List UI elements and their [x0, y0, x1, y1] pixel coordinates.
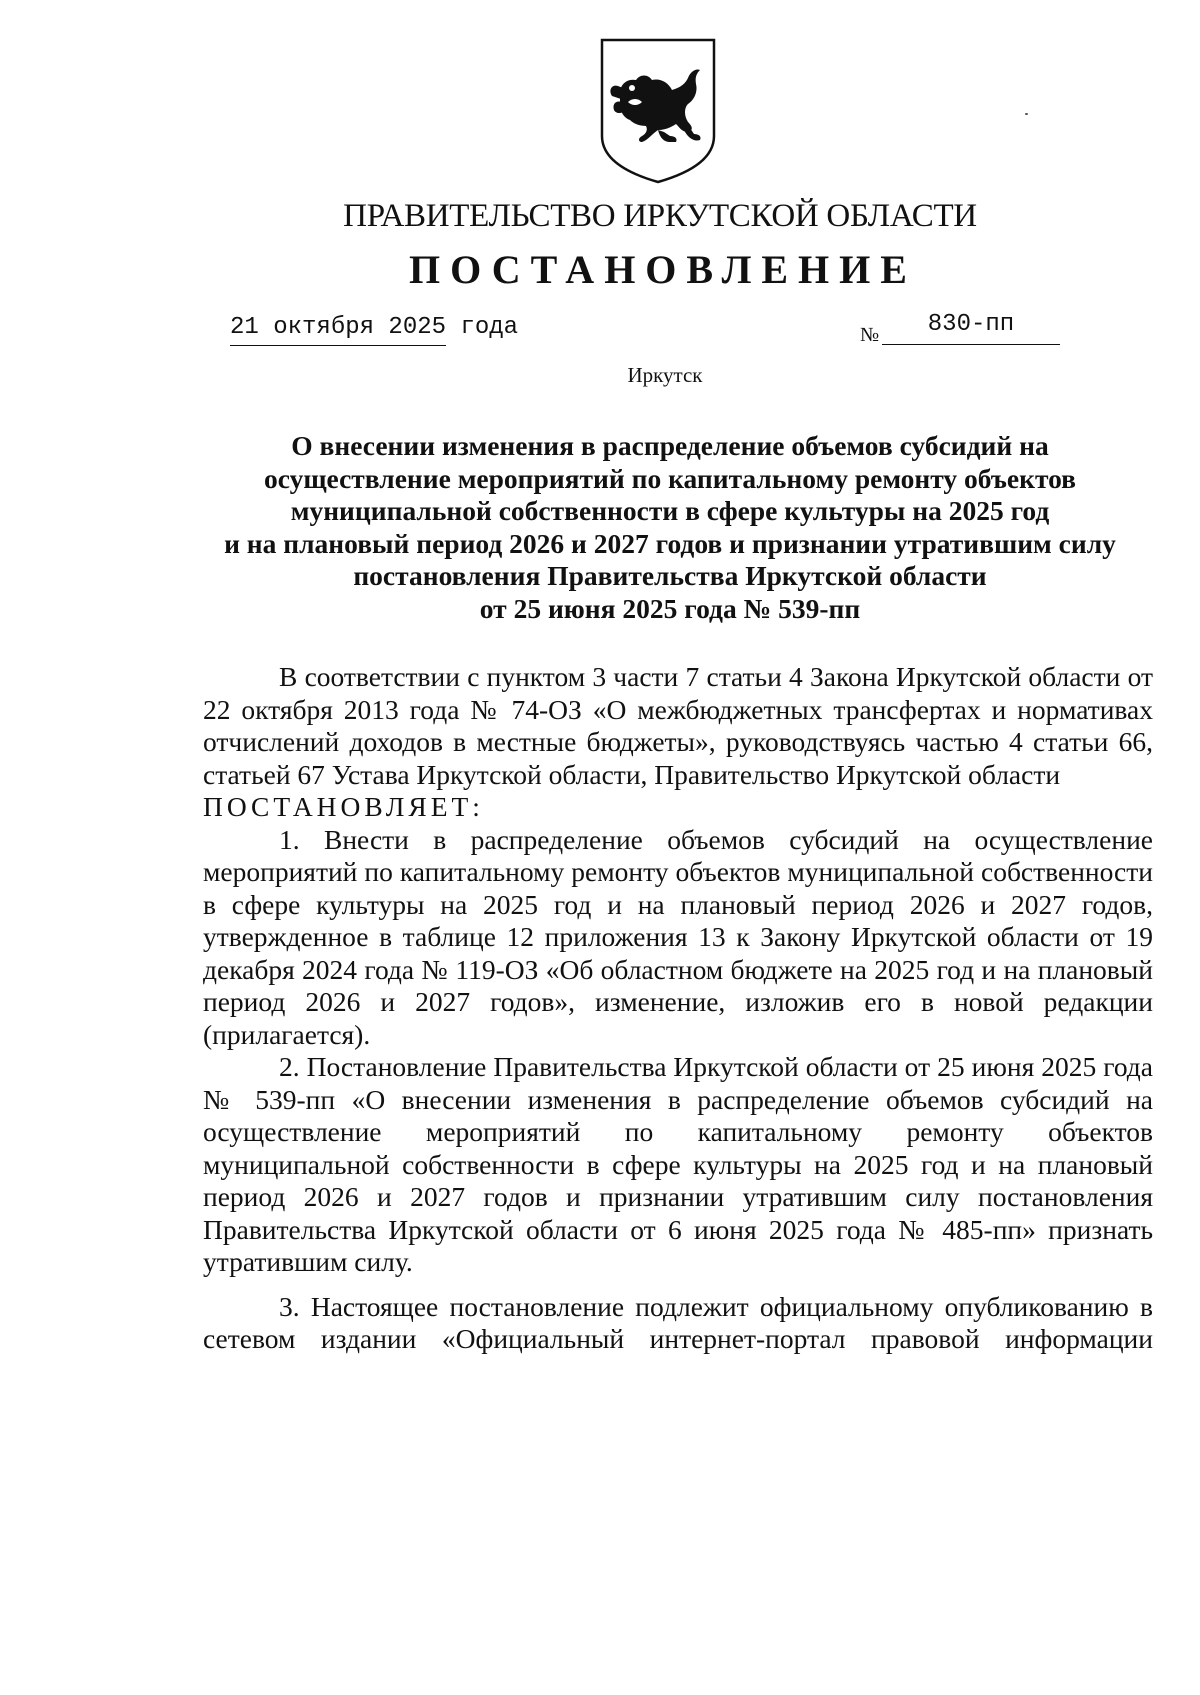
- title-line: муниципальной собственности в сфере культуры на 2025 год: [290, 495, 1050, 526]
- city-name: Иркутск: [627, 363, 703, 387]
- date-suffix: года: [460, 314, 519, 341]
- document-number: 830-пп: [882, 310, 1060, 345]
- date-value: 21 октября 2025: [230, 313, 446, 346]
- title-line: и на плановый период 2026 и 2027 годов и признании утратившим силу: [224, 527, 1116, 559]
- number-sign: №: [860, 324, 880, 346]
- scan-speck: [1025, 113, 1028, 115]
- resolves-heading: ПОСТАНОВЛЯЕТ:: [203, 791, 484, 822]
- title-line: от 25 июня 2025 года № 539-пп: [479, 592, 861, 624]
- document-title: [170, 430, 1170, 625]
- date-line: [230, 313, 518, 346]
- title-line: постановления Правительства Иркутской области: [353, 560, 987, 591]
- document-type: ПОСТАНОВЛЕНИЕ: [409, 247, 917, 292]
- coat-of-arms-icon: [598, 38, 718, 184]
- title-line: осуществление мероприятий по капитальному ремонту объектов: [263, 462, 1077, 494]
- preamble-paragraph: В соответствии с пунктом 3 части 7 статьи 4 Закона Иркутской области от 22 октября 2013 года № 74-ОЗ «О межбюджетных трансфертах и нормативах отчислений доходов в местные бюджеты», руководствуясь частью 4 статьи 66, статьей 67 Устава Иркутской области, Правительство Иркутской области: [203, 661, 1153, 790]
- document-body: [203, 661, 1153, 1356]
- item-paragraph-3: 3. Настоящее постановление подлежит официальному опубликованию в сетевом издании «Официальный интернет-портал правовой информации: [203, 1290, 1153, 1354]
- item-paragraph-1: 1. Внести в распределение объемов субсидий на осуществление мероприятий по капитальному ремонту объектов муниципальной собственности в сфере культуры на 2025 год и на плановый период 2026 и 2027 годов, утвержденное в таблице 12 приложения 13 к Закону Иркутской области от 19 декабря 2024 года № 119-ОЗ «Об областном бюджете на 2025 год и на плановый период 2026 и 2027 годов», изменение, изложив его в новой редакции (прилагается).: [203, 823, 1153, 1050]
- title-line: О внесении изменения в распределение объемов субсидий на: [291, 430, 1049, 461]
- organization-name: ПРАВИТЕЛЬСТВО ИРКУТСКОЙ ОБЛАСТИ: [343, 198, 977, 234]
- item-paragraph-2: 2. Постановление Правительства Иркутской области от 25 июня 2025 года № 539-пп «О внесении изменения в распределение объемов субсидий на осуществление мероприятий по капитальному ремонту объектов муниципальной собственности в сфере культуры на 2025 год и на плановый период 2026 и 2027 годов и признании утратившим силу постановления Правительства Иркутской области от 6 июня 2025 года № 485-пп» признать утратившим силу.: [203, 1051, 1153, 1277]
